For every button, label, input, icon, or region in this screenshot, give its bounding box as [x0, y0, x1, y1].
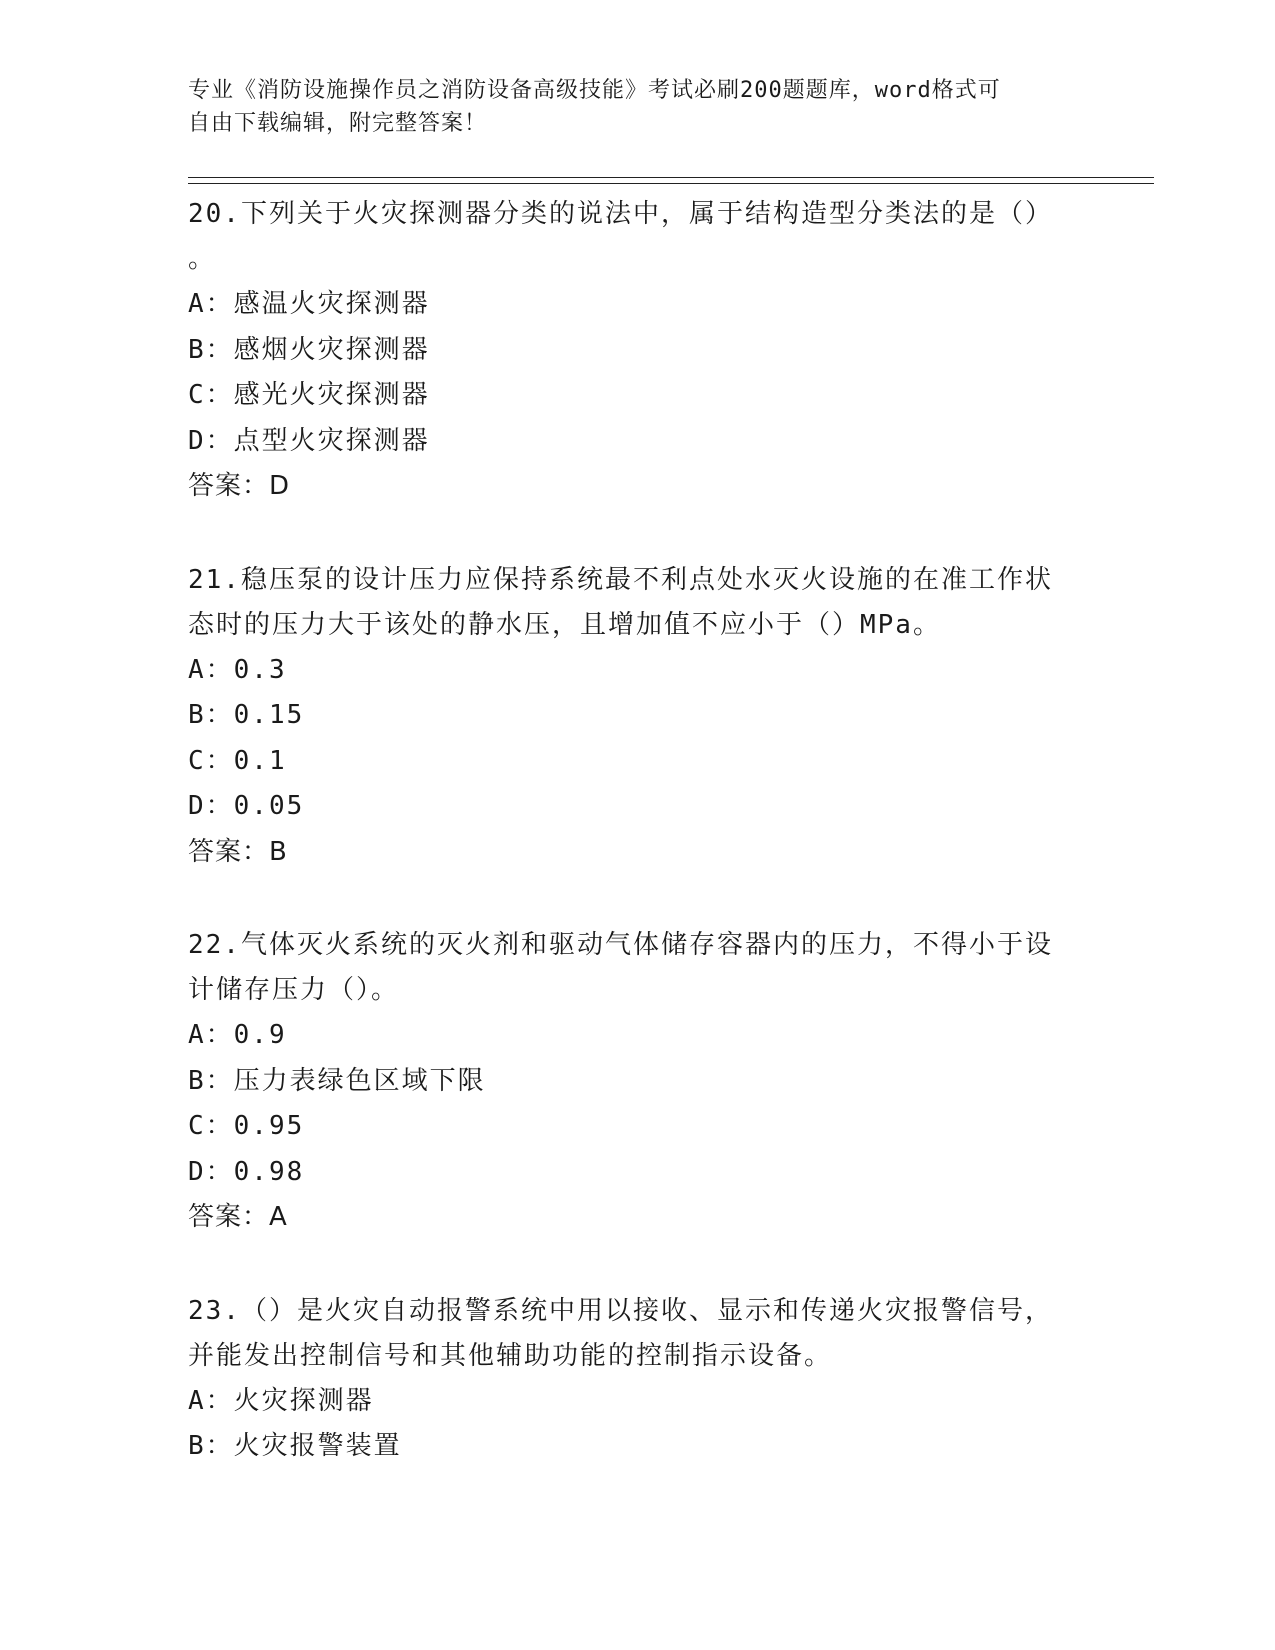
option-d: D：0.05 [188, 791, 305, 821]
header-divider-bottom [188, 183, 1154, 184]
option-a: A：感温火灾探测器 [188, 289, 430, 319]
option-c: C：感光火灾探测器 [188, 380, 430, 410]
option-a: A：0.9 [188, 1020, 287, 1050]
question-21 [188, 558, 1088, 876]
option-a: A：0.3 [188, 654, 287, 685]
option-d: D：点型火灾探测器 [188, 425, 430, 456]
question-text-line-1: 22.气体灭火系统的灭火剂和驱动气体储存容器内的压力，不得小于设 [188, 930, 1053, 960]
question-text-line-2: 并能发出控制信号和其他辅助功能的控制指示设备。 [188, 1340, 833, 1371]
question-text-line-2: 态时的压力大于该处的静水压，且增加值不应小于（）MPa。 [188, 609, 941, 640]
question-text [188, 1289, 1088, 1379]
question-list [188, 192, 1088, 1518]
header-divider-top [188, 177, 1154, 178]
option-c: C：0.1 [188, 745, 287, 776]
question-text-line-1: 23.（）是火灾自动报警系统中用以接收、显示和传递火灾报警信号， [188, 1295, 1053, 1326]
option-b: B：感烟火灾探测器 [188, 334, 430, 365]
question-text [188, 923, 1088, 1013]
question-22 [188, 923, 1088, 1241]
option-c: C：0.95 [188, 1111, 305, 1141]
answer: 答案：D [188, 471, 291, 501]
option-b: B：火灾报警装置 [188, 1431, 402, 1461]
question-text-line-2: 。 [188, 244, 217, 274]
question-text [188, 558, 1088, 648]
document-header [188, 74, 1068, 140]
question-text-line-2: 计储存压力（）。 [188, 975, 400, 1005]
answer: 答案：A [188, 1202, 288, 1232]
question-23 [188, 1289, 1088, 1470]
option-a: A：火灾探测器 [188, 1385, 374, 1416]
header-line-1: 专业《消防设施操作员之消防设备高级技能》考试必刷200题题库，word格式可 [188, 78, 1001, 103]
header-line-2: 自由下载编辑，附完整答案！ [188, 111, 488, 136]
option-d: D：0.98 [188, 1156, 305, 1187]
question-text-line-1: 20.下列关于火灾探测器分类的说法中，属于结构造型分类法的是（） [188, 199, 1053, 229]
answer: 答案：B [188, 836, 288, 867]
question-text [188, 192, 1088, 282]
option-b: B：压力表绿色区域下限 [188, 1065, 486, 1096]
option-b: B：0.15 [188, 700, 305, 730]
question-20 [188, 192, 1088, 510]
question-text-line-1: 21.稳压泵的设计压力应保持系统最不利点处水灭火设施的在准工作状 [188, 564, 1053, 595]
